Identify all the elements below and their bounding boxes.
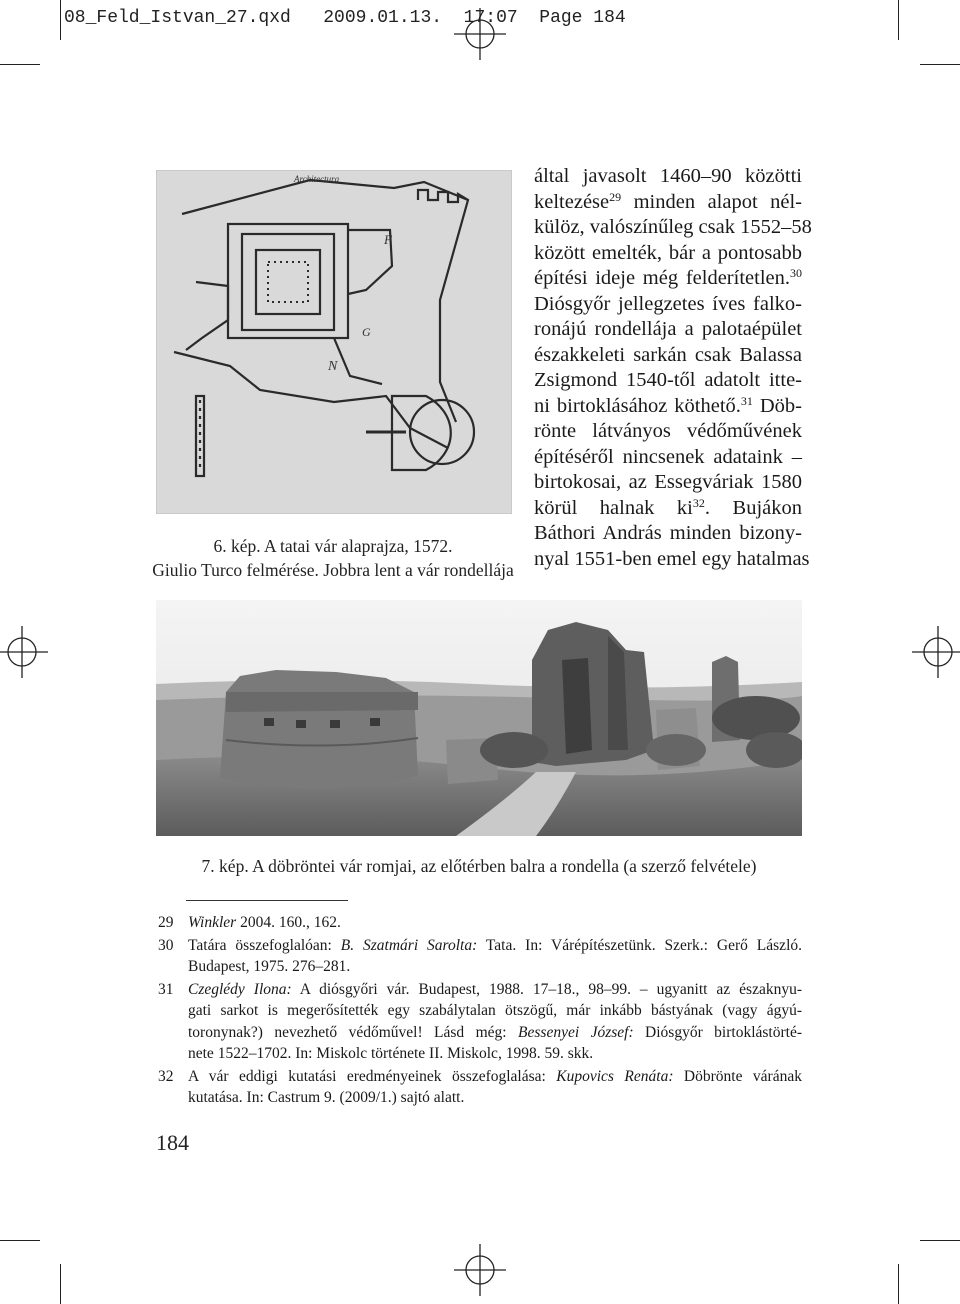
- crop-mark: [920, 64, 960, 65]
- footnote-line: gati sarkot is megerősítették egy szabálytalan ötszögű, már inkább bástyának (vagy ágyú-: [188, 1002, 802, 1019]
- footnote-31: [156, 979, 802, 1065]
- castle-ruins-photo: [156, 600, 802, 836]
- footnote-ref[interactable]: 29: [609, 189, 622, 204]
- crop-mark: [60, 1264, 61, 1304]
- footnote-ref[interactable]: 31: [740, 393, 753, 408]
- footnote-number: 32: [158, 1067, 174, 1085]
- footnote-30: [156, 935, 802, 978]
- footnote-line: Budapest, 1975. 276–281.: [188, 958, 351, 975]
- crop-mark: [0, 64, 40, 65]
- footnote-number: 29: [158, 914, 174, 931]
- crop-mark: [898, 0, 899, 40]
- figure-6-caption: [150, 534, 516, 582]
- footnote-number: 30: [158, 936, 174, 954]
- svg-text:N: N: [328, 359, 338, 374]
- footnote-divider: [186, 900, 348, 901]
- footnote-number: 31: [158, 980, 174, 998]
- text-line: építéséről nincsenek adataink –: [534, 445, 802, 468]
- text-line: között emelték, bár a pontosabb: [534, 241, 802, 264]
- text-line: keltezése$^{29}$ minden alapot nél-: [534, 189, 802, 213]
- text-line: Diósgyőr jellegzetes íves falko-: [534, 292, 802, 315]
- text-line: északkeleti sarkán csak Balassa: [534, 343, 802, 366]
- svg-text:Architectura: Architectura: [294, 174, 340, 184]
- text-line: birtokosai, az Essegváriak 1580: [534, 471, 802, 493]
- caption-line: Giulio Turco felmérése. Jobbra lent a vár rondellája: [152, 560, 514, 580]
- body-text-column: [534, 164, 812, 572]
- footnote-ref[interactable]: 32: [692, 495, 705, 510]
- footnote-32: [156, 1066, 802, 1109]
- text-line: ronájú rondellája a palotaépület: [534, 318, 802, 340]
- castle-plan-drawing: [156, 170, 512, 514]
- footnote-line: Winkler 2004. 160., 162.: [188, 914, 341, 931]
- file-slug: 08_Feld_Istvan_27.qxd 2009.01.13. 17:07 Page 184: [64, 8, 626, 28]
- footnote-line: kutatása. In: Castrum 9. (2009/1.) sajtó alatt.: [188, 1089, 465, 1106]
- registration-mark-icon: [454, 1244, 506, 1296]
- text-line: körül halnak $ki^{32}$. Bujákon: [534, 495, 802, 519]
- footnote-ref[interactable]: 30: [790, 266, 802, 280]
- registration-mark-icon: [912, 626, 960, 678]
- text-line: Zsigmond 1540-től adatolt itte-: [534, 369, 802, 391]
- text-line: nyal 1551-ben emel egy hatalmas: [534, 547, 810, 570]
- figure-7-caption: 7. kép. A döbröntei vár romjai, az előtérben balra a rondella (a szerző felvétele): [201, 856, 757, 876]
- footnote-line: A vár eddigi kutatási eredményeinek összefoglalása: Kupovics Renáta: Döbrönte várának: [188, 1067, 802, 1085]
- text-line: építési ideje még felderítetlen.$^{30}$: [534, 266, 802, 289]
- crop-mark: [898, 1264, 899, 1304]
- registration-mark-icon: [0, 626, 48, 678]
- crop-mark: [920, 1240, 960, 1241]
- svg-text:G: G: [362, 325, 371, 339]
- footnote-line: toronynak?) nevezhető védőművel! Lásd még: Bessenyei József: Diósgyőr birtoklástörté-: [188, 1023, 802, 1041]
- caption-line: 6. kép. A tatai vár alaprajza, 1572.: [213, 536, 453, 556]
- footnote-line: nete 1522–1702. In: Miskolc története II. Miskolc, 1998. 59. skk.: [188, 1045, 594, 1062]
- crop-mark: [60, 0, 61, 40]
- text-line: Báthori András minden bizony-: [534, 522, 802, 544]
- text-line: külöz, valószínűleg csak 1552–58: [534, 216, 812, 238]
- footnote-line: Tatára összefoglalóan: B. Szatmári Sarolta: Tata. In: Várépítészetünk. Szerk.: Gerő László.: [188, 936, 802, 954]
- text-line: által javasolt 1460–90 közötti: [534, 165, 802, 187]
- page-number: 184: [156, 1130, 189, 1155]
- svg-text:F: F: [384, 232, 392, 247]
- footnotes: [156, 912, 802, 1110]
- text-line: rönte látványos védőművének: [534, 420, 802, 442]
- crop-mark: [0, 1240, 40, 1241]
- footnote-line: Czeglédy Ilona: A diósgyőri vár. Budapest, 1988. 17–18., 98–99. – ugyanitt az északnyu-: [188, 980, 802, 998]
- text-line: ni birtoklásához köthető.$^{31}$ Döb-: [534, 393, 802, 417]
- footnote-29: [156, 912, 802, 934]
